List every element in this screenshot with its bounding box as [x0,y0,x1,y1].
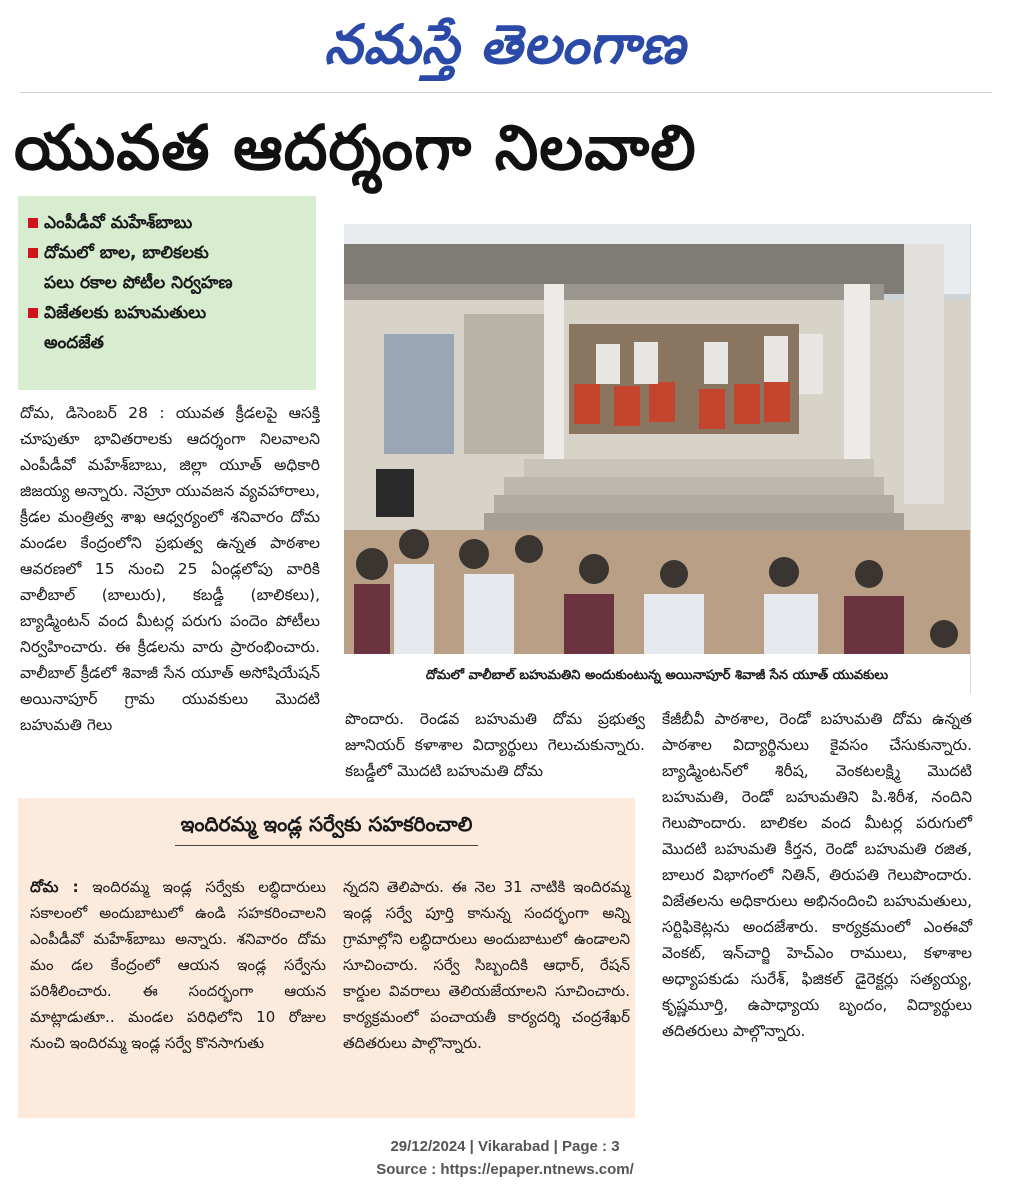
divider [970,224,971,694]
article-column-3 [662,706,972,1044]
headline [14,100,994,196]
highlight-item [28,238,306,268]
masthead [0,4,1010,84]
divider [20,92,992,93]
page-source: Source : https://epaper.ntnews.com/ [376,1161,634,1178]
highlight-text: విజేతలకు బహుమతులు [44,303,207,323]
highlight-continuation: పలు రకాల పోటీల నిర్వహణ [44,273,233,293]
article-text: కేజీబీవీ పాఠశాల, రెండో బహుమతి దోమ ఉన్నత పాఠశాల విద్యార్థినులు కైవసం చేసుకున్నారు. బ్యాడ్మింటన్‌లో శిరీష, వెంకటలక్ష్మి మొదటి బహుమతి, రెండో బహుమతిని పి.శిరీశ, నందిని గెలుపొందారు. బాలికల వంద మీటర్ల పరుగులో మొదటి బహుమతి కీర్తన, రెండో బహుమతి రజిత, బాలుర విభాగంలో నితిన్, తిరుపతి గెలుపొందారు. విజేతలను అధికారులు అభినందించి బహుమతులు, సర్టిఫికెట్లను అందజేశారు. కార్యక్రమంలో ఎంఈవో వెంకట్, ఇన్‌చార్జి హెచ్‌ఎం రాములు, కళాశాల అధ్యాపకుడు సురేశ్, ఫిజికల్ డైరెక్టర్లు సత్యయ్య, కృష్ణమూర్తి, ఉపాధ్యాయ బృందం, విద్యార్థులు తదితరులు పాల్గొన్నారు. [662,710,972,1040]
page-dateline: 29/12/2024 | Vikarabad | Page : 3 [390,1138,620,1155]
highlight-continuation: అందజేత [44,333,104,353]
bullet-icon [28,248,38,258]
sidebar-story-column-2 [343,874,630,1056]
highlight-text: ఎంపీడీవో మహేశ్‌బాబు [44,213,193,233]
sidebar-story-text: న్నదని తెలిపారు. ఈ నెల 31 నాటికి ఇందిరమ్మ ఇండ్ల సర్వే పూర్తి కానున్న సందర్భంగా అన్ని గ్రామాల్లోని లబ్ధిదారులు అందుబాటులో ఉండాలని సూచించారు. సర్వే సిబ్బందికి ఆధార్, రేషన్ కార్డుల వివరాలు తెలియజేయాలని సూచించారు. కార్యక్రమంలో పంచాయతీ కార్యదర్శి చంద్రశేఖర్ తదితరులు పాల్గొన్నారు. [343,878,630,1052]
headline-text: యువత ఆదర్శంగా నిలవాలి [14,111,697,184]
bullet-icon [28,308,38,318]
sidebar-story-title-text: ఇందిరమ్మ ఇండ్ల సర్వేకు సహకరించాలి [175,812,479,846]
news-photo [344,224,970,654]
masthead-title: నమస్తే తెలంగాణ [324,12,686,76]
highlight-item [28,298,306,328]
highlight-item [28,208,306,238]
sidebar-story-title [18,812,635,846]
sidebar-story-text: ఇందిరమ్మ ఇండ్ల సర్వేకు లబ్ధిదారులు సకాలంలో అందుబాటులో ఉండి సహకరించాలని ఎంపీడీవో మహేశ్‌బాబు అన్నారు. శనివారం దోమ మం డల కేంద్రంలో ఆయన ఇండ్ల సర్వేను పరిశీలించారు. ఈ సందర్భంగా ఆయన మాట్లాడుతూ.. మండల పరిధిలోని 10 రోజుల నుంచి ఇందిరమ్మ ఇండ్ల సర్వే కొనసాగుతు [30,878,326,1052]
bullet-icon [28,218,38,228]
article-text: దోమ, డిసెంబర్ 28 : యువత క్రీడలపై ఆసక్తి చూపుతూ భావితరాలకు ఆదర్శంగా నిలవాలని ఎంపీడీవో మహేశ్‌బాబు, జిల్లా యూత్ అధికారి జిజయ్య అన్నారు. నెహ్రూ యువజన వ్యవహారాలు, క్రీడల మంత్రిత్వ శాఖ ఆధ్వర్యంలో శనివారం దోమ మండల కేంద్రంలోని ప్రభుత్వ ఉన్నత పాఠశాల ఆవరణలో 15 నుంచి 25 ఏండ్లలోపు వారికి వాలీబాల్ (బాలురు), కబడ్డీ (బాలికలు), బ్యాడ్మింటన్ వంద మీటర్ల పరుగు పందెం పోటీలు నిర్వహించారు. ఈ క్రీడలను వారు ప్రారంభించారు. వాలీబాల్ క్రీడలో శివాజీ సేన యూత్ అసోషియేషన్ అయినాపూర్ గ్రామ యువకులు మొదటి బహుమతి గెలు [20,404,320,734]
photo-illustration [344,224,970,654]
sidebar-story-column-1 [30,874,326,1056]
photo-caption: దోమలో వాలీబాల్ బహుమతిని అందుకుంటున్న అయినాపూర్ శివాజీ సేన యూత్ యువకులు [425,668,889,683]
dateline-lead: దోమ : [30,878,79,896]
article-column-2 [345,706,645,784]
highlights-box [18,196,316,390]
article-column-1 [20,400,320,738]
highlight-text: దోమలో బాల, బాలికలకు [44,243,209,263]
article-text: పొందారు. రెండవ బహుమతి దోమ ప్రభుత్వ జూనియర్ కళాశాల విద్యార్థులు గెలుచుకున్నారు. కబడ్డీలో మొదటి బహుమతి దోమ [345,710,645,780]
